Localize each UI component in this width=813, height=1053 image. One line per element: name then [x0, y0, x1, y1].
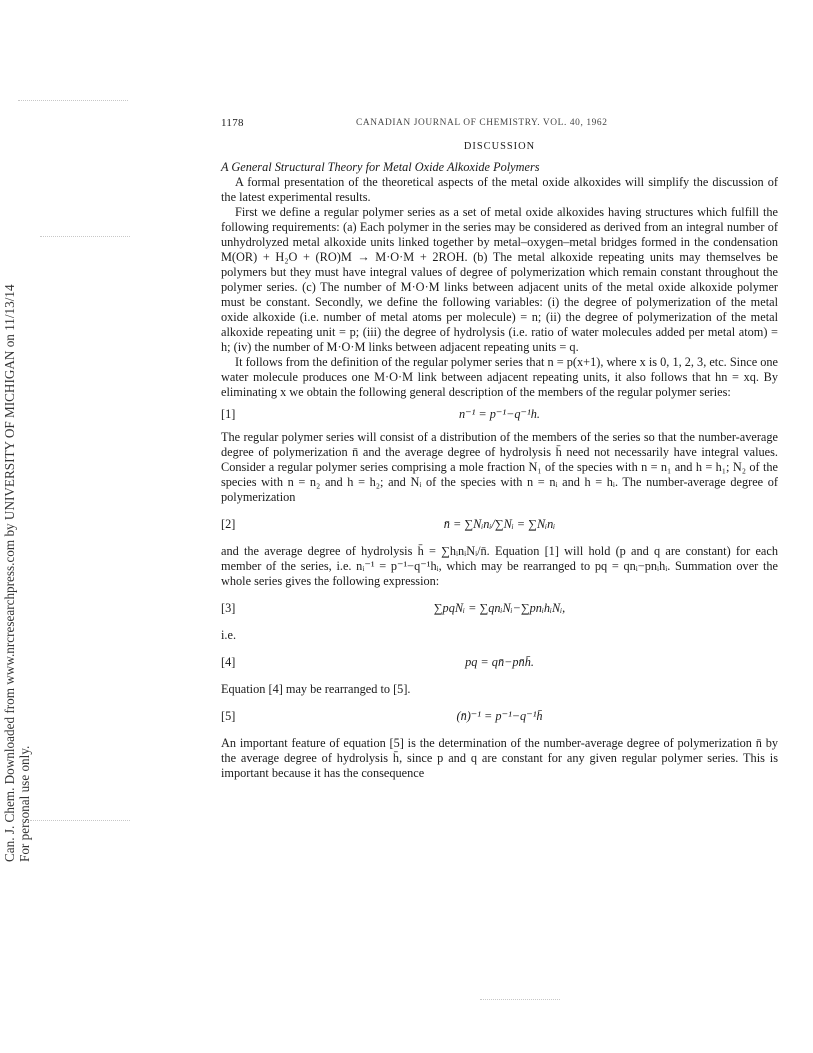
- paragraph-distribution: The regular polymer series will consist of a distribution of the members of the series so that the number-average degree of polymerization n̄ and the average degree of hydrolysis h̄ need not necessarily have integral values. Consider a regular polymer series comprising a mole fraction N₁ of the species with n = n₁ and h = h₁; N₂ of the species with n = n₂ and h = h₂; and Nᵢ of the species with n = nᵢ and h = hᵢ. The number-average degree of polymerization: [221, 430, 778, 504]
- equation-label: [2]: [221, 517, 236, 531]
- watermark-line-usage: For personal use only.: [17, 745, 32, 862]
- paragraph-ie: i.e.: [221, 628, 237, 642]
- scan-artifact: [40, 236, 130, 237]
- scan-artifact: [480, 999, 560, 1000]
- subsection-heading: A General Structural Theory for Metal Oxide Alkoxide Polymers: [221, 160, 540, 174]
- equation-label: [5]: [221, 709, 236, 723]
- page-number: 1178: [221, 117, 244, 129]
- scan-artifact: [30, 820, 130, 821]
- equation-4: [221, 655, 778, 670]
- paragraph-intro: A formal presentation of the theoretical aspects of the metal oxide alkoxides will simplify the discussion of the latest experimental results.: [221, 175, 778, 204]
- download-watermark: [2, 242, 32, 862]
- equation-3: [221, 601, 778, 616]
- watermark-line-source: Can. J. Chem. Downloaded from www.nrcresearchpress.com by UNIVERSITY OF MICHIGAN on 11/13/14: [2, 284, 17, 862]
- equation-label: [1]: [221, 407, 236, 421]
- equation-2: [221, 517, 778, 532]
- equation-expression: n⁻¹ = p⁻¹−q⁻¹h.: [459, 407, 540, 421]
- equation-expression: ∑pqNᵢ = ∑qnᵢNᵢ−∑pnᵢhᵢNᵢ,: [433, 601, 566, 615]
- paragraph-derivation: It follows from the definition of the regular polymer series that n = p(x+1), where x is 0, 1, 2, 3, etc. Since one water molecule produces one M·O·M link between adjacent repeating units, it also follows that hn = xq. By eliminating x we obtain the following general description of the members of the regular polymer series:: [221, 355, 778, 399]
- journal-page: [221, 116, 778, 781]
- paragraph-feature: An important feature of equation [5] is the determination of the number-average degree of polymerization n̄ by the average degree of hydrolysis h̄, since p and q are constant for any given regular polymer series. This is important because it has the consequence: [221, 736, 778, 780]
- paragraph-hydrolysis: and the average degree of hydrolysis h̄ = ∑hᵢnᵢNᵢ/n̄. Equation [1] will hold (p and q are constant) for each member of the series, i.e. nᵢ⁻¹ = p⁻¹−q⁻¹hᵢ, which may be rearranged to pq = qnᵢ−pnᵢhᵢ. Summation over the whole series gives the following expression:: [221, 544, 778, 588]
- equation-1: [221, 407, 778, 422]
- running-header: [221, 116, 778, 132]
- equation-label: [3]: [221, 601, 236, 615]
- equation-5: [221, 709, 778, 724]
- equation-label: [4]: [221, 655, 236, 669]
- equation-expression: (n̄)⁻¹ = p⁻¹−q⁻¹h̄: [456, 709, 543, 723]
- paragraph-definitions: First we define a regular polymer series as a set of metal oxide alkoxides having structures which fulfill the following requirements: (a) Each polymer in the series may be considered as derived from an integral number of unhydrolyzed metal alkoxide units linked together by metal–oxygen–metal bridges formed in the condensation M(OR) + H₂O + (RO)M → M·O·M + 2ROH. (b) The metal alkoxide repeating units may themselves be polymers but they must have integral values of degree of polymerization which remain constant throughout the polymer series. (c) The number of M·O·M links between adjacent units of the metal oxide alkoxide polymer must be constant. Secondly, we define the following variables: (i) the degree of polymerization of the metal oxide alkoxide (i.e. number of metal atoms per molecule) = n; (ii) the degree of polymerization of the metal alkoxide repeating unit = p; (iii) the degree of hydrolysis (i.e. ratio of water molecules added per metal atom) = h; (iv) the number of M·O·M links between adjacent repeating units = q.: [221, 205, 778, 354]
- journal-title: CANADIAN JOURNAL OF CHEMISTRY. VOL. 40, 1962: [356, 118, 608, 128]
- equation-expression: pq = qn̄−pn̄h̄.: [465, 655, 534, 669]
- paragraph-rearrange: Equation [4] may be rearranged to [5].: [221, 682, 411, 696]
- equation-expression: n̄ = ∑Nᵢnᵢ/∑Nᵢ = ∑Nᵢnᵢ: [443, 517, 556, 531]
- scan-artifact: [18, 100, 128, 101]
- section-heading: DISCUSSION: [463, 141, 536, 152]
